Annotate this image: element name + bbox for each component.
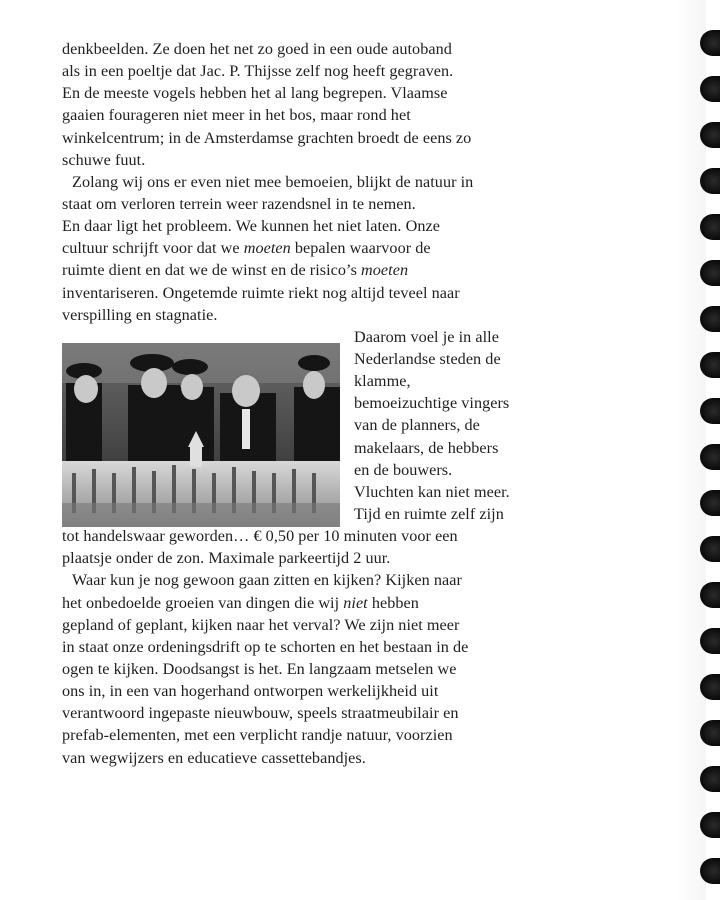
text-line [62,259,542,281]
binding-ring [700,766,720,792]
binding-ring [700,536,720,562]
text-line: Daarom voel je in alle [354,327,499,346]
binding-ring [700,628,720,654]
text-line: staat om verloren terrein weer razendsnel in te nemen. [62,194,416,213]
text-line: denkbeelden. Ze doen het net zo goed in een oude autoband [62,40,452,58]
text-line: inventariseren. Ongetemde ruimte riekt nog altijd teveel naar [62,283,460,302]
text-line: bemoeizuchtige vingers [354,394,510,413]
text-line: klamme, [354,372,411,391]
text-line: plaatsje onder de zon. Maximale parkeertijd 2 uur. [62,549,391,568]
text-line: makelaars, de hebbers [354,438,499,457]
text-run: ruimte dient en dat we de winst en de risico’s [62,261,362,280]
text-line: van de planners, de [354,416,480,435]
text-line: als in een poeltje dat Jac. P. Thijsse zelf nog heeft gegraven. [62,62,454,81]
text-line: en de bouwers. [354,460,453,479]
binding-ring [700,674,720,700]
binding-ring [700,582,720,608]
binding-ring [700,858,720,884]
text-line: van wegwijzers en educatieve cassettebandjes. [62,748,366,767]
text-line [62,592,542,614]
text-run: cultuur schrijft voor dat we [62,239,244,258]
text-line: in staat onze ordeningsdrift op te schorten en het bestaan in de [62,637,469,656]
text-line: gepland of geplant, kijken naar het verval? We zijn niet meer [62,615,460,634]
emphasis-text: moeten [243,239,291,258]
text-line: En de meeste vogels hebben het al lang begrepen. Vlaamse [62,84,448,103]
binding-ring [700,30,720,56]
text-line: verantwoord ingepaste nieuwbouw, speels straatmeubilair en [62,704,459,723]
binding-ring [700,444,720,470]
text-line: Vluchten kan niet meer. [354,482,510,501]
text-run: het onbedoelde groeien van dingen die wij [62,593,344,612]
text-line: Nederlandse steden de [354,349,501,368]
text-line [62,237,542,259]
binding-ring [700,490,720,516]
text-line: ogen te kijken. Doodsangst is het. En langzaam metselen we [62,659,457,678]
text-line: En daar ligt het probleem. We kunnen het niet laten. Onze [62,217,440,236]
text-line: winkelcentrum; in de Amsterdamse grachten broedt de eens zo [62,128,472,147]
text-line: tot handelswaar geworden… € 0,50 per 10 minuten voor een [62,527,458,546]
emphasis-text: niet [343,593,368,612]
binding-ring [700,168,720,194]
text-line: prefab-elementen, met een verplicht randje natuur, voorzien [62,726,453,745]
binding-ring [700,76,720,102]
binding-ring [700,812,720,838]
binding-ring [700,214,720,240]
binding-ring [700,122,720,148]
text-run: hebben [367,593,419,612]
text-line: schuwe fuut. [62,150,146,169]
historical-photo [62,343,340,527]
binding-ring [700,352,720,378]
binding-ring [700,260,720,286]
text-run: bepalen waarvoor de [290,239,431,258]
text-line: Waar kun je nog gewoon gaan zitten en kijken? Kijken naar [72,571,462,590]
text-line: Zolang wij ons er even niet mee bemoeien, blijkt de natuur in [72,172,474,191]
emphasis-text: moeten [361,261,409,280]
text-line: ons in, in een van hogerhand ontworpen werkelijkheid uit [62,682,439,701]
binding-ring [700,306,720,332]
text-line: gaaien fourageren niet meer in het bos, maar rond het [62,106,411,125]
photo-image [62,343,340,527]
binding-ring [700,398,720,424]
text-line: Tijd en ruimte zelf zijn [354,504,504,523]
spiral-binding [694,0,720,900]
text-line: verspilling en stagnatie. [62,305,218,324]
binding-ring [700,720,720,746]
